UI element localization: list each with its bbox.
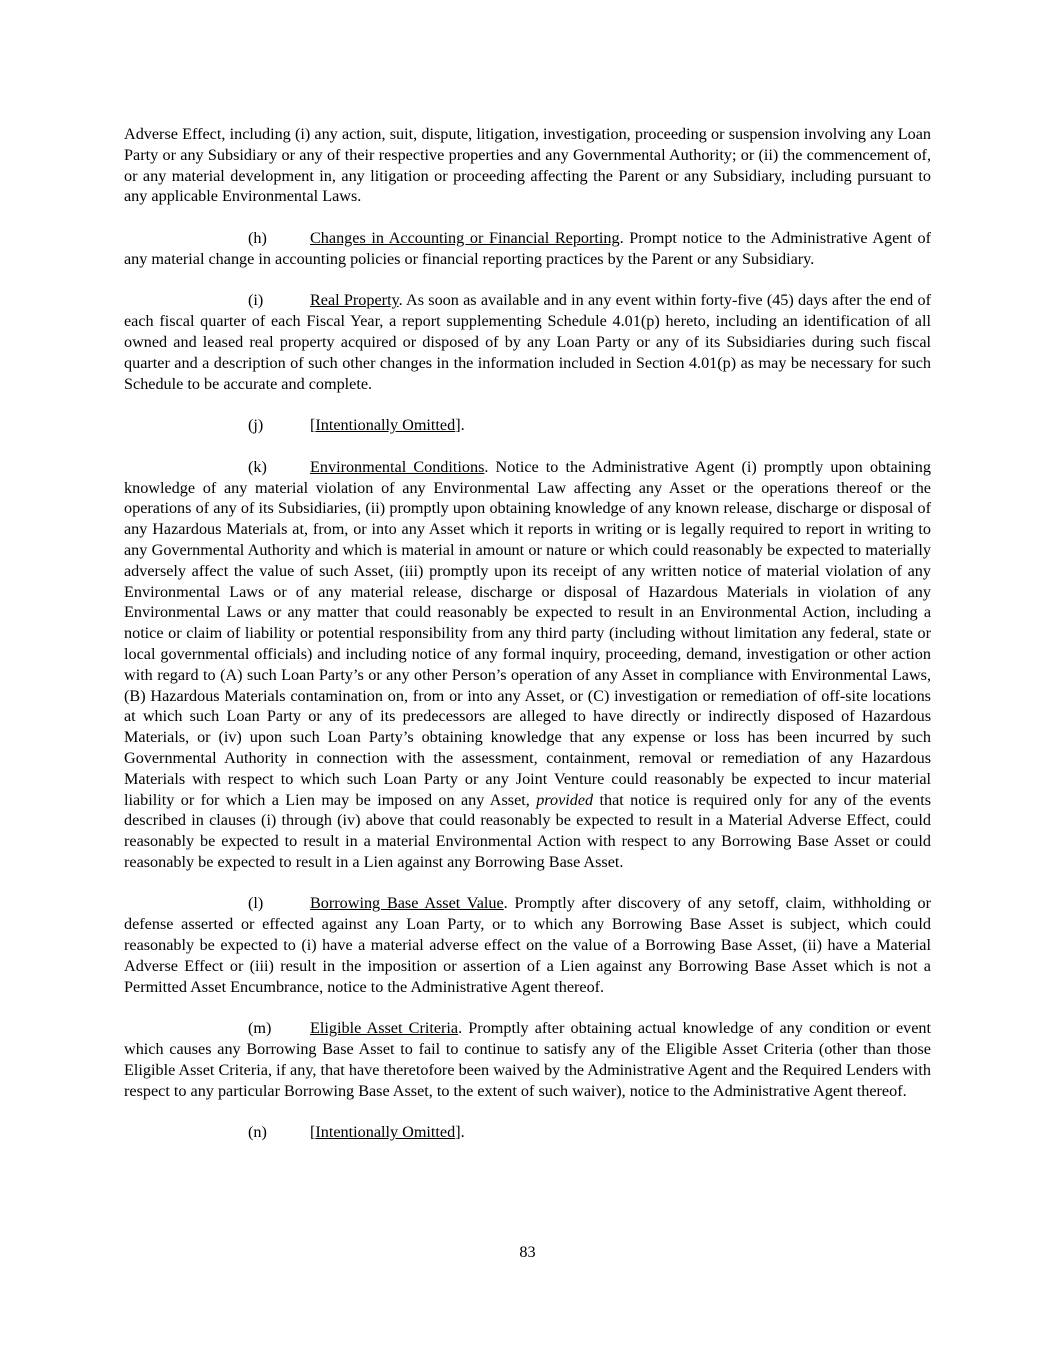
section-l-body: . Promptly after discovery of any setoff, claim, withholding or defense asserted or effected against any Loan Party, or to which any Borrowing Base Asset is subject, which could reasonably be expected to (i) have a material adverse effect on the value of a Borrowing Base Asset, (ii) have a Material Adverse Effect or (iii) result in the imposition or assertion of a Lien against any Borrowing Base Asset which is not a Permitted Asset Encumbrance, notice to the Administrative Agent thereof.	[124, 894, 931, 996]
section-m-body: . Promptly after obtaining actual knowledge of any condition or event which causes any Borrowing Base Asset to fail to continue to satisfy any of the Eligible Asset Criteria (other than those Eligible Asset Criteria, if any, that have theretofore been waived by the Administrative Agent and the Required Lenders with respect to any particular Borrowing Base Asset, to the extent of such waiver), notice to the Administrative Agent thereof.	[124, 1019, 931, 1100]
section-j-open-bracket: [	[310, 416, 316, 435]
section-n-heading: Intentionally Omitted	[315, 1123, 456, 1142]
section-i	[124, 290, 931, 394]
section-h-heading: Changes in Accounting or Financial Reporting	[310, 228, 620, 247]
section-k-heading: Environmental Conditions	[310, 457, 485, 476]
section-l-heading: Borrowing Base Asset Value	[310, 894, 504, 913]
section-n-open-bracket: [	[310, 1123, 316, 1142]
section-m-heading: Eligible Asset Criteria	[310, 1019, 459, 1038]
section-n-label: (n)	[248, 1123, 267, 1142]
section-i-body: . As soon as available and in any event within forty-five (45) days after the end of each fiscal quarter of each Fiscal Year, a report supplementing Schedule 4.01(p) hereto, including an identification of all owned and leased real property acquired or disposed of by any Loan Party or any of its Subsidiaries during such fiscal quarter and a description of such other changes in the information included in Section 4.01(p) as may be necessary for such Schedule to be accurate and complete.	[124, 291, 931, 393]
section-k-label: (k)	[248, 457, 267, 476]
page-number: 83	[519, 1243, 536, 1261]
section-k	[124, 457, 931, 873]
section-l-label: (l)	[248, 894, 264, 913]
section-j-label: (j)	[248, 416, 264, 435]
section-k-body: . Notice to the Administrative Agent (i) promptly upon obtaining knowledge of any material violation of any Environmental Law affecting any Asset or the operations thereof or the operations of any of its Subsidiaries, (ii) promptly upon obtaining knowledge of any known release, discharge or disposal of any Hazardous Materials at, from, or into any Asset which it reports in writing or is legally required to report in writing to any Governmental Authority and which is material in amount or nature or which could reasonably be expected to materially adversely affect the value of such Asset, (iii) promptly upon its receipt of any written notice of material violation of any Environmental Laws or of any material release, discharge or disposal of Hazardous Materials in violation of any Environmental Laws or any matter that could reasonably be expected to result in an Environmental Action, including a notice or claim of liability or potential responsibility from any third party (including without limitation any federal, state or local governmental officials) and including notice of any formal inquiry, proceeding, demand, investigation or other action with regard to (A) such Loan Party’s or any other Person’s operation of any Asset in compliance with Environmental Laws, (B) Hazardous Materials contamination on, from or into any Asset, or (C) investigation or remediation of off-site locations at which such Loan Party or any of its predecessors are alleged to have directly or indirectly disposed of Hazardous Materials, or (iv) upon such Loan Party’s obtaining knowledge that any expense or loss has been incurred by such Governmental Authority in connection with the assessment, containment, removal or remediation of any Hazardous Materials with respect to which such Loan Party or any Joint Venture could reasonably be expected to incur material liability or for which a Lien may be imposed on any Asset,	[124, 457, 931, 809]
section-h-body: . Prompt notice to the Administrative Agent of any material change in accounting policies or financial reporting practices by the Parent or any Subsidiary.	[124, 228, 931, 268]
section-j	[124, 415, 931, 436]
section-i-label: (i)	[248, 291, 264, 310]
section-n	[124, 1122, 931, 1143]
section-i-heading: Real Property	[310, 291, 399, 310]
continuation-text: Adverse Effect, including (i) any action, suit, dispute, litigation, investigation, proceeding or suspension involving any Loan Party or any Subsidiary or any of their respective properties and any Governmental Authority; or (ii) the commencement of, or any material development in, any litigation or proceeding affecting the Parent or any Subsidiary, including pursuant to any applicable Environmental Laws.	[124, 125, 931, 206]
section-h	[124, 228, 931, 270]
section-h-label: (h)	[248, 228, 267, 247]
section-j-heading: Intentionally Omitted	[315, 416, 456, 435]
section-l	[124, 893, 931, 997]
section-k-italic-term: provided	[536, 790, 594, 809]
section-j-body: ].	[455, 416, 465, 435]
section-m-label: (m)	[248, 1019, 272, 1038]
document-page	[124, 124, 931, 1164]
continuation-paragraph	[124, 124, 931, 207]
section-n-body: ].	[455, 1123, 465, 1142]
section-k-body-continued: that notice is required only for any of the events described in clauses (i) through (iv) above that could reasonably be expected to result in a Material Adverse Effect, could reasonably be expected to result in a material Environmental Action with respect to any Borrowing Base Asset or could reasonably be expected to result in a Lien against any Borrowing Base Asset.	[124, 790, 931, 871]
section-m	[124, 1018, 931, 1101]
